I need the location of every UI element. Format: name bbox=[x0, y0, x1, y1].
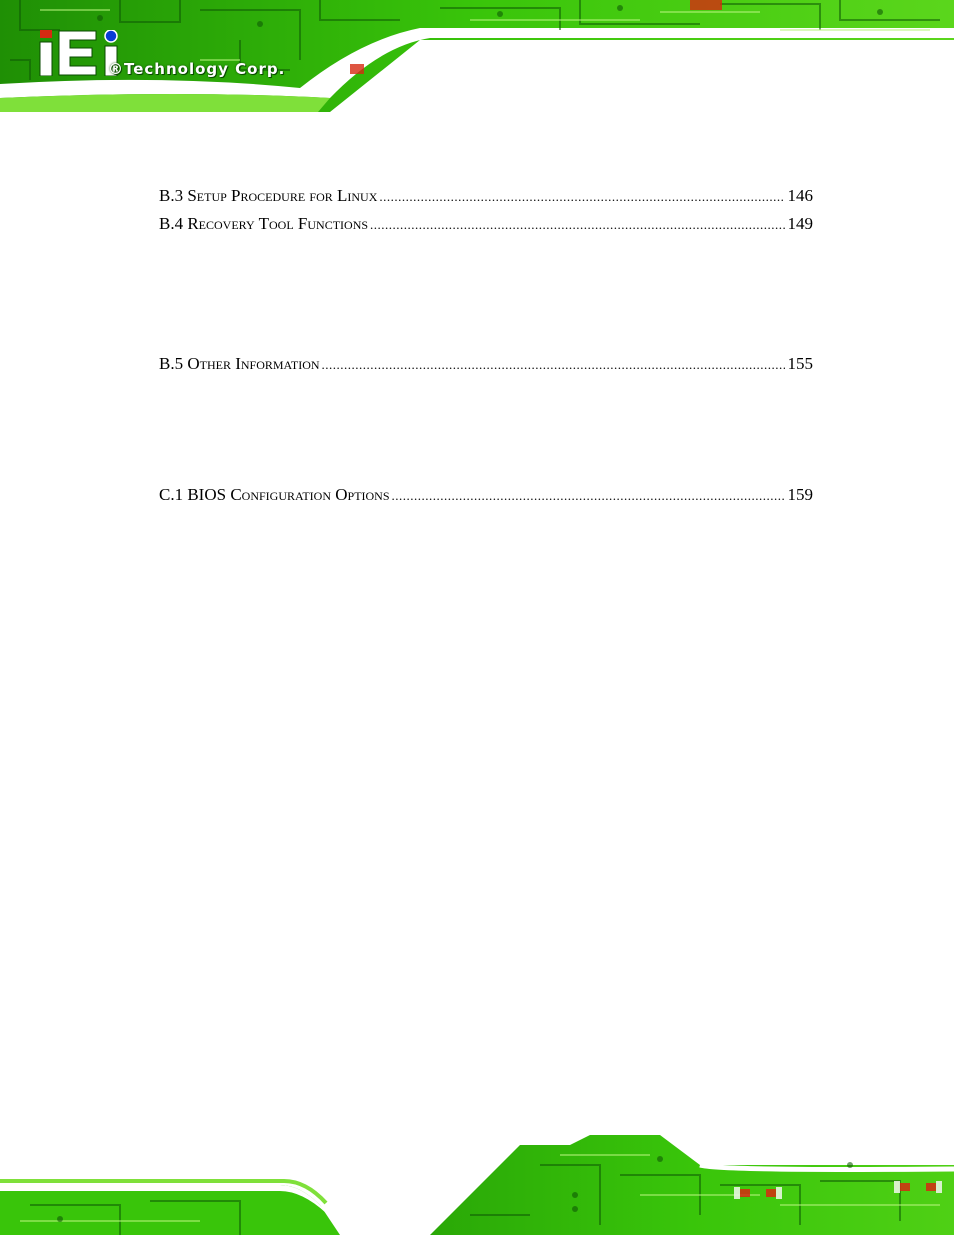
page-footer bbox=[0, 1125, 954, 1235]
toc-page-number: 159 bbox=[787, 485, 813, 504]
toc-entry-c1[interactable] bbox=[159, 485, 813, 507]
toc-entry-title: B.5 Other Information bbox=[159, 354, 320, 373]
toc-entry-title: C.1 BIOS Configuration Options bbox=[159, 485, 390, 504]
logo-letter-e-icon bbox=[58, 30, 98, 76]
toc-entry-b3[interactable] bbox=[159, 186, 813, 208]
toc-entry-title: B.4 Recovery Tool Functions bbox=[159, 214, 369, 233]
dot-leader bbox=[322, 357, 785, 373]
toc-entry-b4[interactable] bbox=[159, 214, 813, 236]
logo-company-name: ®Technology Corp. bbox=[108, 60, 286, 78]
logo-letter-i-icon bbox=[38, 30, 54, 76]
dot-leader bbox=[370, 217, 784, 233]
toc-entry-b5[interactable] bbox=[159, 354, 813, 376]
dot-leader bbox=[392, 488, 785, 504]
toc-page-number: 155 bbox=[787, 354, 813, 373]
toc-page-number: 149 bbox=[787, 214, 813, 233]
iei-logo bbox=[38, 30, 298, 82]
page-header bbox=[0, 0, 954, 112]
toc-entry-title: B.3 Setup Procedure for Linux bbox=[159, 186, 378, 205]
toc-page-number: 146 bbox=[787, 186, 813, 205]
pcb-footer-banner bbox=[0, 1125, 954, 1235]
dot-leader bbox=[379, 189, 784, 205]
